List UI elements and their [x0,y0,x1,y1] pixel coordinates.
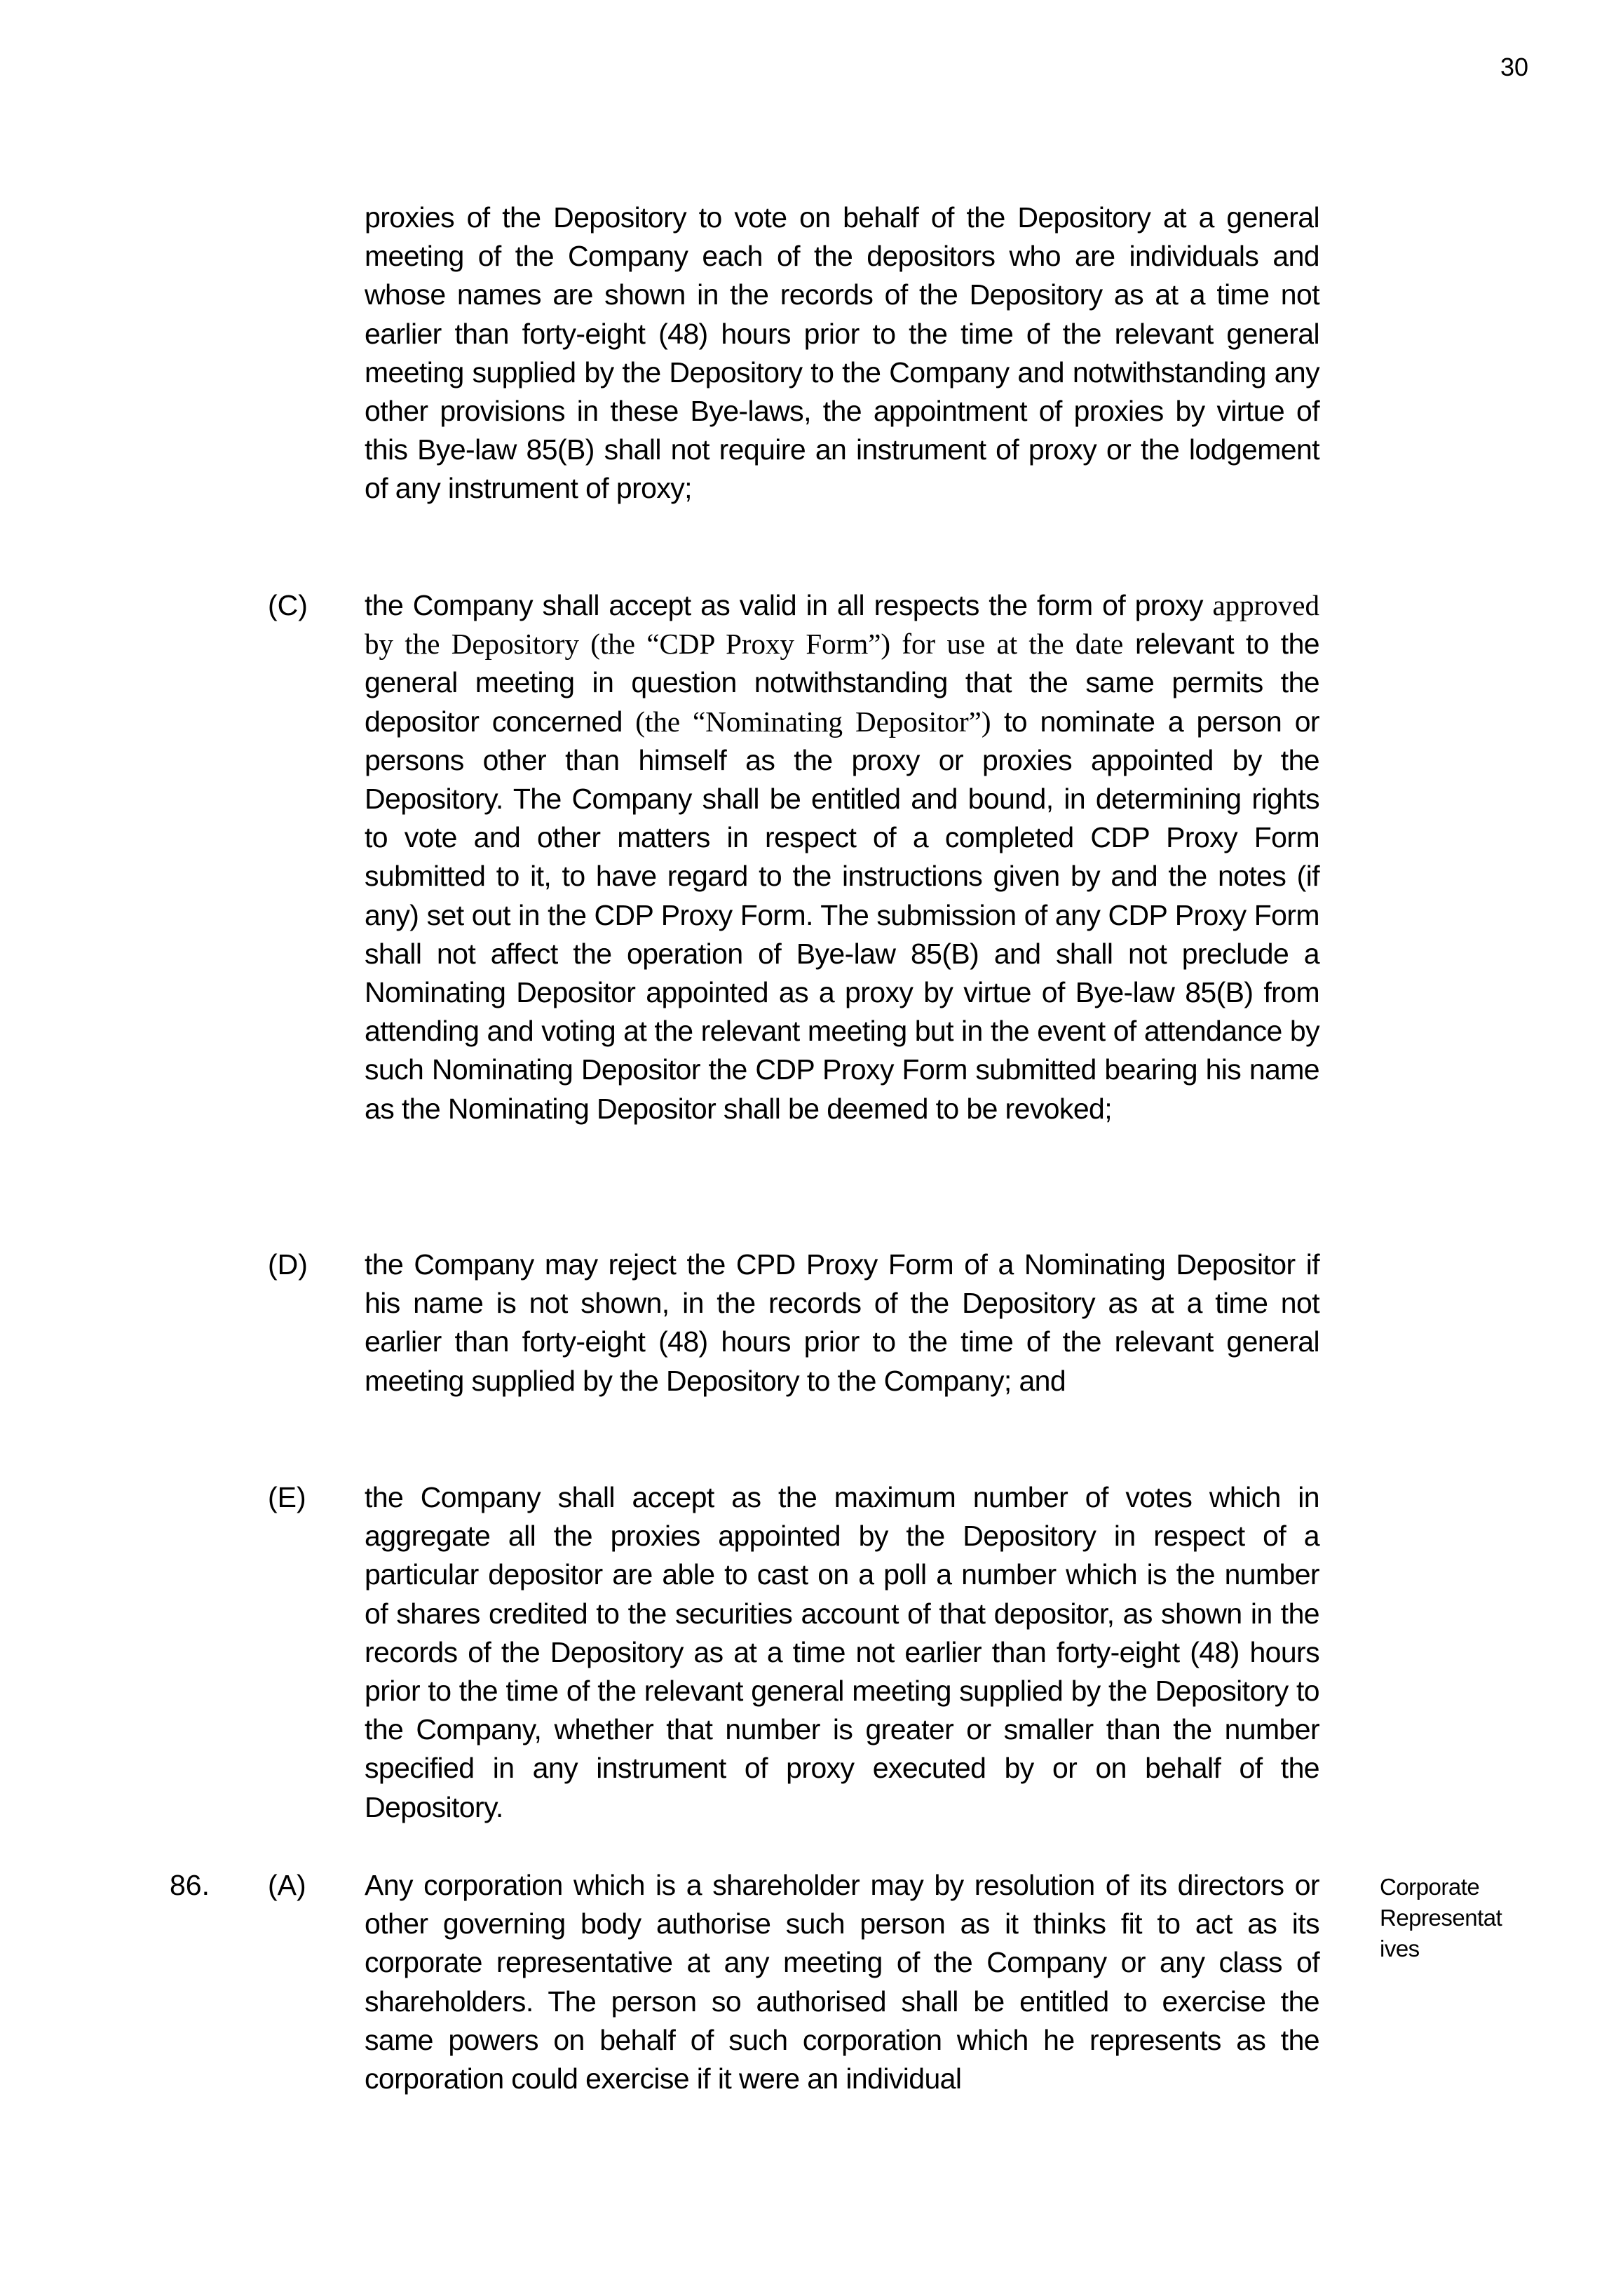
text-run-serif: approved by the Depository (the “CDP Proxy Form”) for use at the date [365,589,1319,661]
margin-note-line: Representat [1380,1905,1502,1931]
text-run-serif: (the “Nominating Depositor”) [635,705,991,738]
clause-label: (C) [268,589,308,621]
clause-label: (A) [268,1869,306,1901]
page-number: 30 [1500,53,1528,81]
margin-note-line: ives [1380,1936,1420,1961]
text-run: relevant to the general meeting in question notwithstanding that the same permits the depositor concerned [365,628,1319,738]
text-run: to nominate a person or persons other than himself as the proxy or proxies appointed by the Depository. The Company shall be entitled and bound, in determining rights to vote and other matters in respect of a completed CDP Proxy Form submitted to it, to have regard to the instructions given by and the notes (if any) set out in the CDP Proxy Form. The submission of any CDP Proxy Form shall not affect the operation of Bye-law 85(B) and shall not preclude a Nominating Depositor appointed as a proxy by virtue of Bye-law 85(B) from attending and voting at the relevant meeting but in the event of attendance by such Nominating Depositor the CDP Proxy Form submitted bearing his name as the Nominating Depositor shall be deemed to be revoked; [365,705,1319,1125]
paragraph-text [365,586,1319,1128]
paragraph-text: the Company shall accept as the maximum number of votes which in aggregate all the proxies appointed by the Depository in respect of a particular depositor are able to cast on a poll a number which is the number of shares credited to the securities account of that depositor, as shown in the records of the Depository as at a time not earlier than forty-eight (48) hours prior to the time of the relevant general meeting supplied by the Depository to the Company, whether that number is greater or smaller than the number specified in any instrument of proxy executed by or on behalf of the Depository. [365,1481,1319,1823]
clause-label: (E) [268,1481,306,1513]
margin-note-line: Corporate [1380,1874,1480,1900]
text-run: the Company shall accept as valid in all respects the form of proxy [365,589,1213,621]
paragraph-text: the Company may reject the CPD Proxy Form of a Nominating Depositor if his name is not shown, in the records of the Depository as at a time not earlier than forty-eight (48) hours prior to the time of the relevant general meeting supplied by the Depository to the Company; and [365,1248,1319,1397]
margin-note [1380,1872,1520,1964]
paragraph-text: Any corporation which is a shareholder may by resolution of its directors or other governing body authorise such person as it thinks fit to act as its corporate representative at any meeting of the Company or any class of shareholders. The person so authorised shall be entitled to exercise the same powers on behalf of such corporation which he represents as the corporation could exercise if it were an individual [365,1869,1319,2095]
bye-law-number: 86. [170,1869,210,1901]
clause-label: (D) [268,1248,308,1281]
paragraph-text: proxies of the Depository to vote on behalf of the Depository at a general meeting of the Company each of the depositors who are individuals and whose names are shown in the records of the Depository as at a time not earlier than forty-eight (48) hours prior to the time of the relevant general meeting supplied by the Depository to the Company and notwithstanding any other provisions in these Bye-laws, the appointment of proxies by virtue of this Bye-law 85(B) shall not require an instrument of proxy or the lodgement of any instrument of proxy; [365,201,1319,505]
